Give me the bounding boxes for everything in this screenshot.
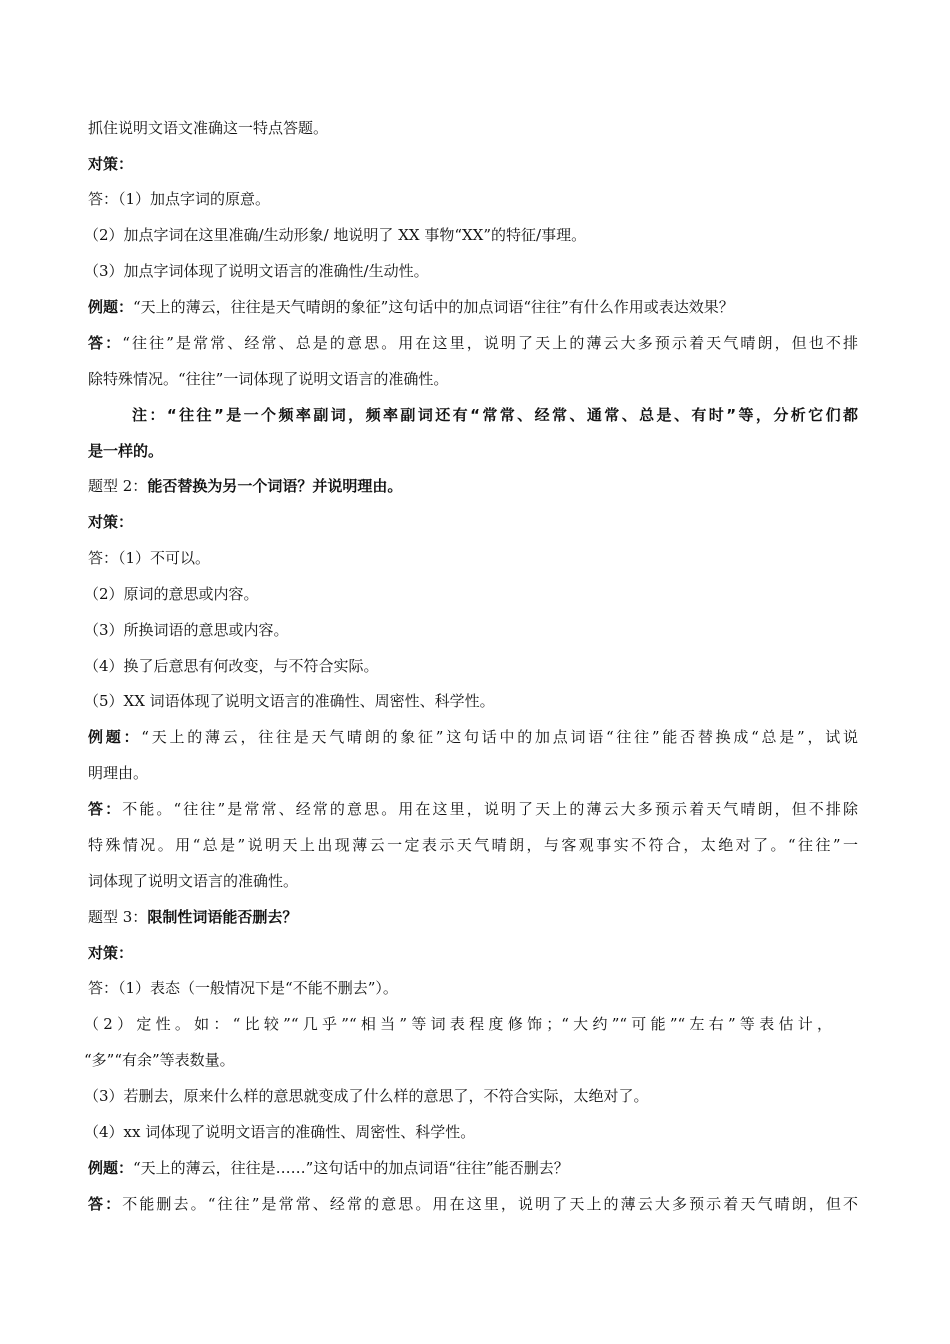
strategy-heading: 对策： (88, 155, 134, 173)
answer-step: 答：（1）加点字词的原意。 (88, 190, 271, 208)
answer-step: （4）xx 词体现了说明文语言的准确性、周密性、科学性。 (84, 1123, 476, 1141)
paragraph-line: 词体现了说明文语言的准确性。 (88, 872, 299, 890)
text: 抓住说明文语文准确这一特点答题。 (88, 119, 329, 137)
answer-step: （2）原词的意思或内容。 (84, 585, 259, 603)
example-answer: 答：“往往”是常常、经常、总是的意思。用在这里，说明了天上的薄云大多预示着天气晴朗，但也不排 (88, 334, 858, 352)
note-line: 注：“往往”是一个频率副词，频率副词还有“常常、经常、通常、总是、有时”等，分析它们都 (132, 406, 858, 424)
note-line: 是一样的。 (88, 442, 164, 460)
question-type-heading: 题型 3：限制性词语能否删去？ (88, 908, 298, 926)
answer-step: 答：（1）不可以。 (88, 549, 211, 567)
answer-step: （5）XX 词语体现了说明文语言的准确性、周密性、科学性。 (84, 692, 495, 710)
strategy-heading: 对策： (88, 513, 134, 531)
answer-step: （3）若删去，原来什么样的意思就变成了什么样的意思了，不符合实际，太绝对了。 (84, 1087, 649, 1105)
example-question: 例题：“天上的薄云，往往是天气晴朗的象征”这句话中的加点词语“往往”能否替换成“总是”，试说 (88, 728, 858, 746)
answer-step: （2）定性。如：“比较”“几乎”“相当”等词表程度修饰；“大约”“可能”“左右”等表估计， (84, 1015, 832, 1033)
example-answer: 答：不能。“往往”是常常、经常的意思。用在这里，说明了天上的薄云大多预示着天气晴朗，但不排除 (88, 800, 858, 818)
answer-step: （2）加点字词在这里准确/生动形象/ 地说明了 XX 事物“XX”的特征/事理。 (84, 226, 587, 244)
answer-step: （3）所换词语的意思或内容。 (84, 621, 289, 639)
paragraph-line: 除特殊情况。“往往”一词体现了说明文语言的准确性。 (88, 370, 449, 388)
paragraph-line: 特殊情况。用“总是”说明天上出现薄云一定表示天气晴朗，与客观事实不符合，太绝对了。“往往”一 (88, 836, 858, 854)
example-answer: 答：不能删去。“往往”是常常、经常的意思。用在这里，说明了天上的薄云大多预示着天气晴朗，但不 (88, 1195, 858, 1213)
answer-step: （3）加点字词体现了说明文语言的准确性/生动性。 (84, 262, 429, 280)
answer-step: 答：（1）表态（一般情况下是“不能不删去”）。 (88, 979, 398, 997)
answer-step: “多”“有余”等表数量。 (84, 1051, 235, 1069)
strategy-heading: 对策： (88, 944, 134, 962)
paragraph-line: 明理由。 (88, 764, 149, 782)
answer-step: （4）换了后意思有何改变，与不符合实际。 (84, 657, 379, 675)
paragraph-line (88, 117, 328, 139)
example-question: 例题：“天上的薄云，往往是天气晴朗的象征”这句话中的加点词语“往往”有什么作用或表达效果？ (88, 298, 734, 316)
question-type-heading: 题型 2：能否替换为另一个词语？并说明理由。 (88, 477, 403, 495)
example-question: 例题：“天上的薄云，往往是……”这句话中的加点词语“往往”能否删去？ (88, 1159, 569, 1177)
